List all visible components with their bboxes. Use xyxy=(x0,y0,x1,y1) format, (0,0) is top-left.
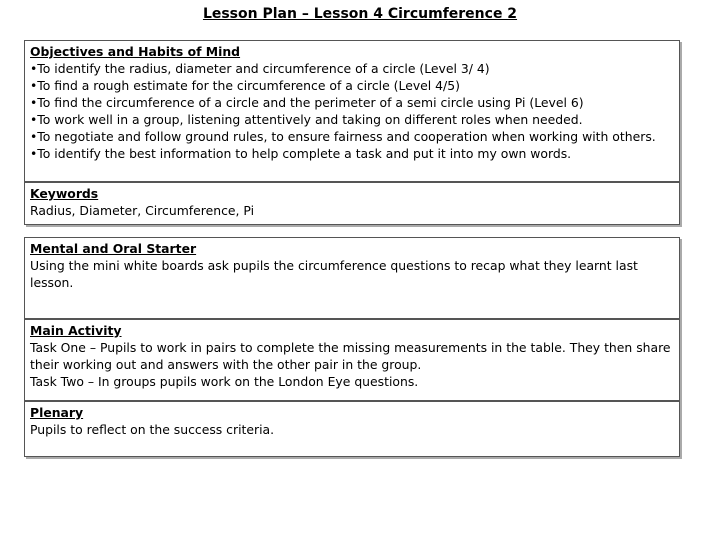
plenary-section xyxy=(24,401,680,457)
page-title: Lesson Plan – Lesson 4 Circumference 2 xyxy=(202,6,518,22)
keywords-heading: Keywords xyxy=(30,186,99,201)
objective-item: •To work well in a group, listening attentively and taking on different roles when needed. xyxy=(30,112,583,127)
objectives-section xyxy=(24,40,680,182)
objective-item: •To find a rough estimate for the circumference of a circle (Level 4/5) xyxy=(30,78,460,93)
plenary-heading: Plenary xyxy=(30,405,84,420)
main-activity-heading: Main Activity xyxy=(30,323,122,338)
keywords-text: Radius, Diameter, Circumference, Pi xyxy=(30,203,255,218)
task-one-text: Task One – Pupils to work in pairs to complete the missing measurements in the table. They then share their working out and answers with the other pair in the group. xyxy=(30,340,671,372)
starter-text: Using the mini white boards ask pupils the circumference questions to recap what they learnt last lesson. xyxy=(30,258,638,290)
objective-item: •To identify the best information to help complete a task and put it into my own words. xyxy=(30,146,572,161)
objective-item: •To find the circumference of a circle and the perimeter of a semi circle using Pi (Level 6) xyxy=(30,95,584,110)
objectives-heading: Objectives and Habits of Mind xyxy=(30,44,241,59)
objective-item: •To identify the radius, diameter and circumference of a circle (Level 3/ 4) xyxy=(30,61,490,76)
keywords-section xyxy=(24,182,680,225)
starter-heading: Mental and Oral Starter xyxy=(30,241,197,256)
plenary-text: Pupils to reflect on the success criteria. xyxy=(30,422,275,437)
starter-section xyxy=(24,237,680,319)
objective-item: •To negotiate and follow ground rules, to ensure fairness and cooperation when working with others. xyxy=(30,129,656,144)
main-activity-section xyxy=(24,319,680,401)
task-two-text: Task Two – In groups pupils work on the London Eye questions. xyxy=(30,374,419,389)
